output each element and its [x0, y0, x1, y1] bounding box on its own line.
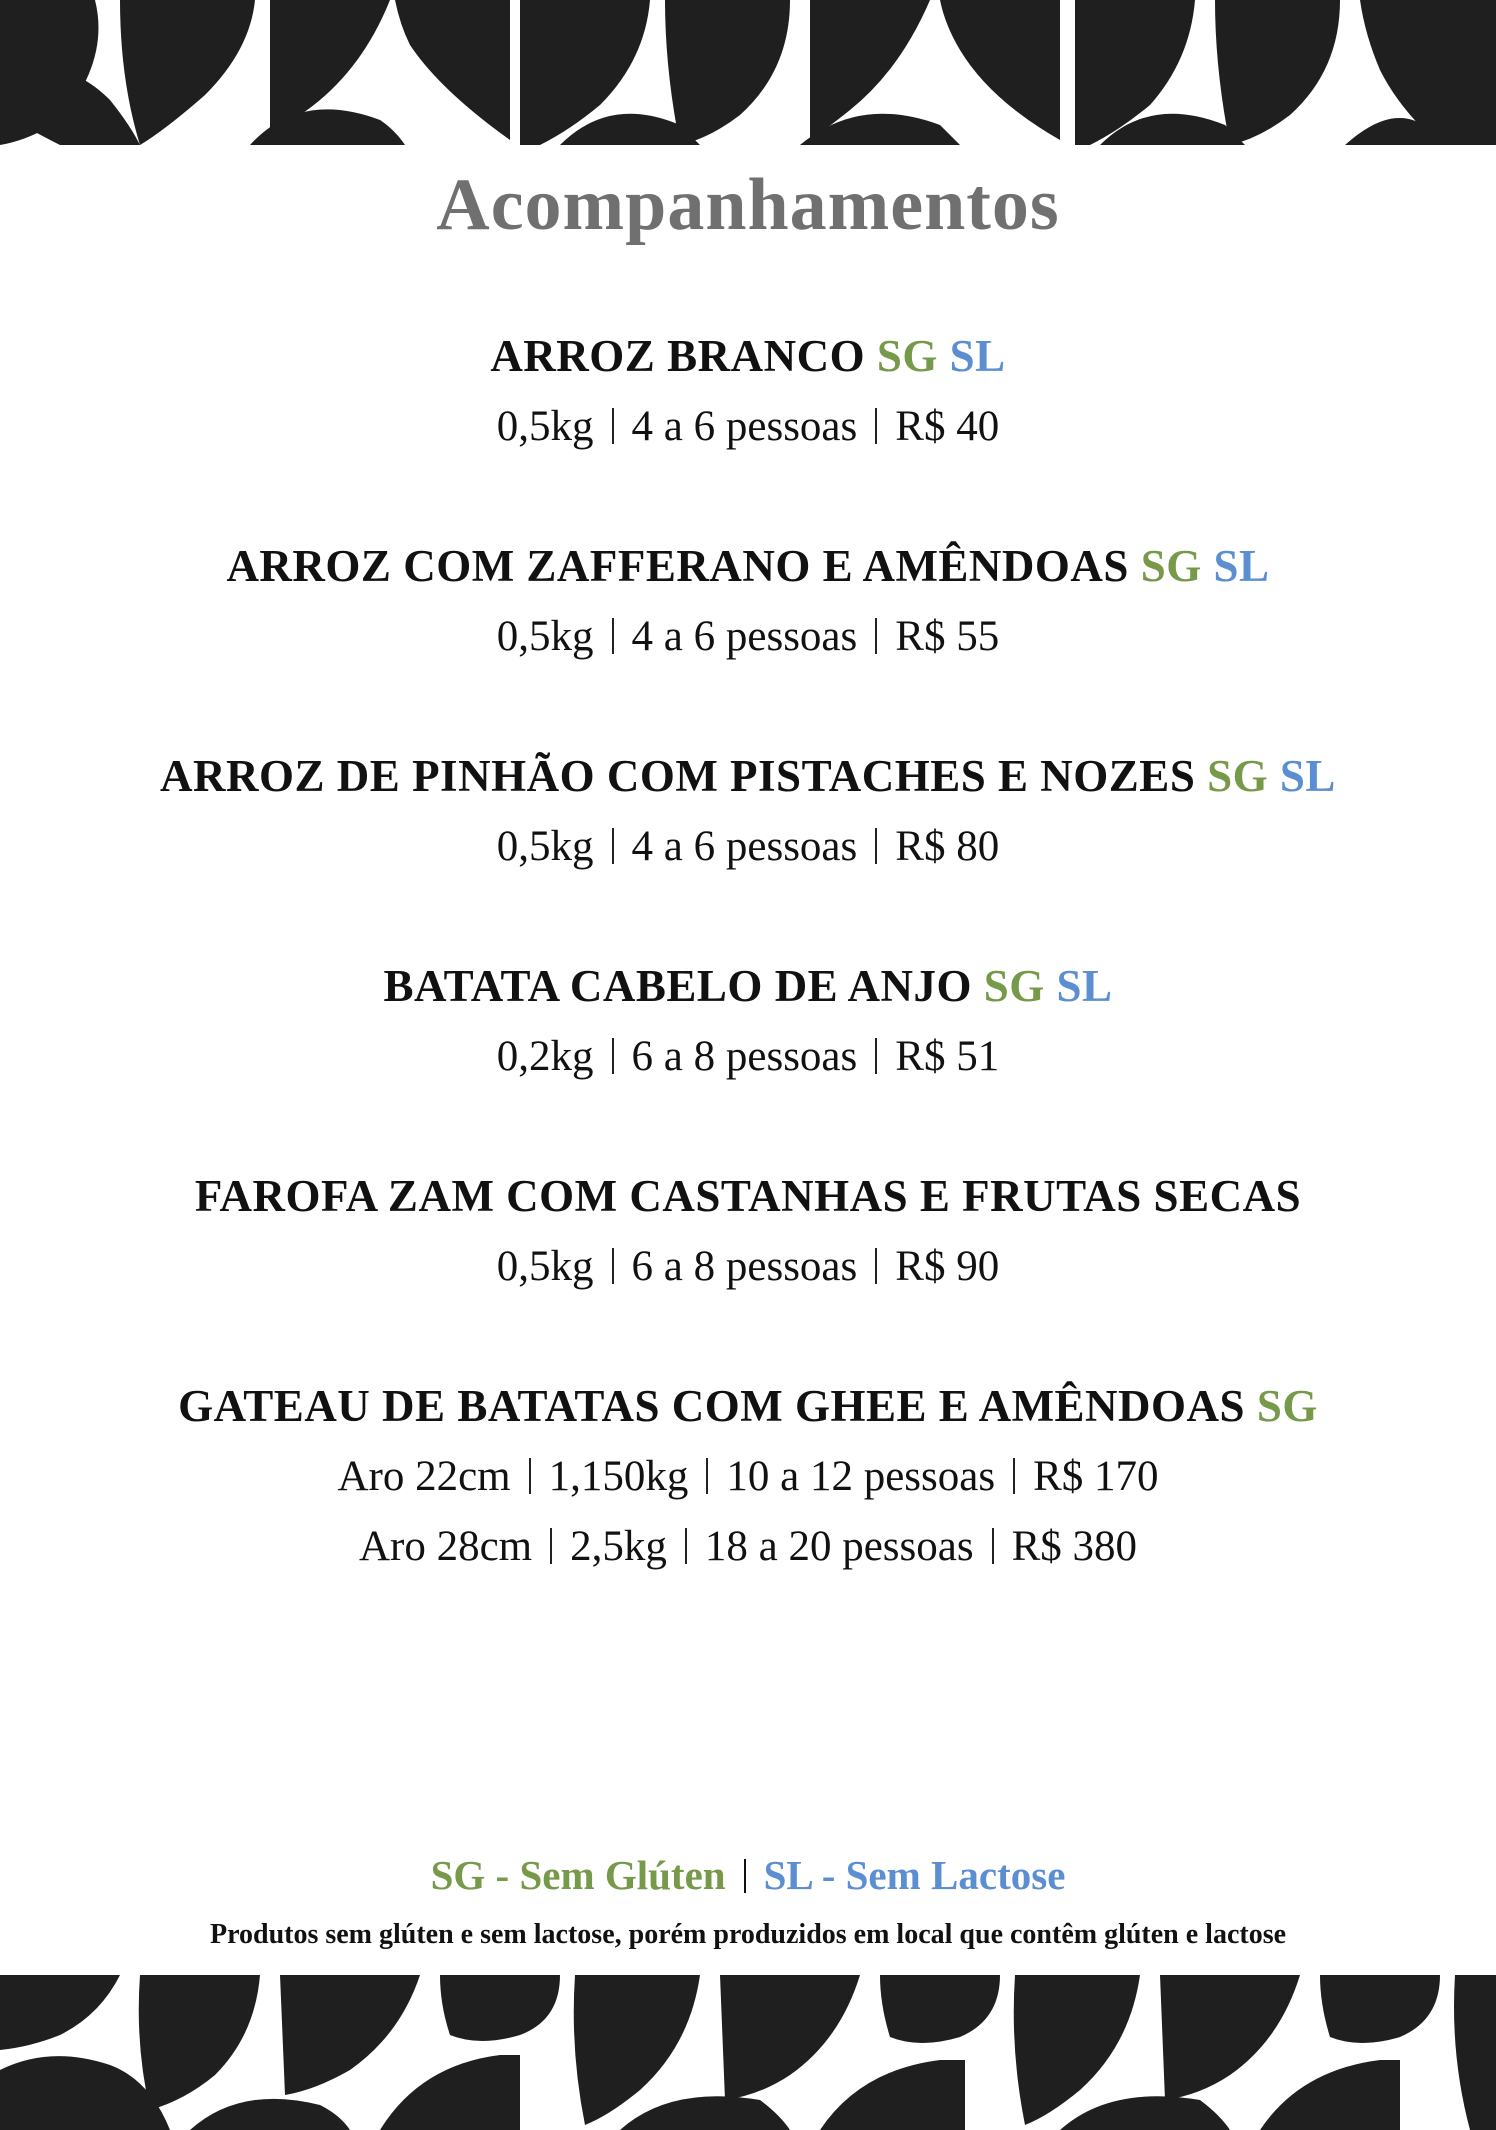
menu-item-detail	[0, 1232, 1496, 1302]
detail-value: 10 a 12 pessoas	[726, 1453, 996, 1500]
detail-value: 2,5kg	[570, 1523, 667, 1570]
detail-value: R$ 51	[895, 1033, 1000, 1080]
detail-value: 6 a 8 pessoas	[631, 1243, 858, 1290]
detail-value: 0,2kg	[496, 1033, 594, 1080]
detail-value: R$ 80	[895, 823, 1000, 870]
detail-separator	[1013, 1458, 1015, 1494]
detail-separator	[550, 1528, 552, 1564]
menu-item-detail	[0, 392, 1496, 462]
page-title: Acompanhamentos	[436, 164, 1060, 246]
menu-item-detail	[0, 1512, 1496, 1582]
detail-separator	[992, 1528, 994, 1564]
detail-separator	[612, 1038, 614, 1074]
detail-separator	[685, 1528, 687, 1564]
gluten-free-tag: SG	[983, 961, 1045, 1011]
allergen-disclaimer: Produtos sem glúten e sem lactose, porém produzidos em local que contêm glúten e lactose	[209, 1919, 1287, 1950]
menu-item	[0, 530, 1496, 672]
detail-separator	[612, 618, 614, 654]
leaf-pattern-bottom	[0, 1975, 1496, 2130]
detail-value: 0,5kg	[496, 613, 594, 660]
detail-value: R$ 55	[895, 613, 1000, 660]
legend-sg: SG - Sem Glúten	[430, 1852, 726, 1898]
leaf-pattern-top	[0, 0, 1496, 145]
detail-value: 0,5kg	[496, 823, 594, 870]
menu-item	[0, 1160, 1496, 1302]
detail-value: R$ 380	[1011, 1523, 1138, 1570]
detail-value: 4 a 6 pessoas	[631, 613, 858, 660]
lactose-free-tag: SL	[1279, 751, 1336, 801]
menu-item	[0, 1370, 1496, 1582]
menu-item	[0, 740, 1496, 882]
dietary-legend	[0, 1845, 1496, 1905]
detail-separator	[706, 1458, 708, 1494]
menu-item-title: ARROZ COM ZAFFERANO E AMÊNDOAS	[226, 541, 1129, 591]
legend-separator	[744, 1859, 746, 1893]
detail-value: R$ 90	[895, 1243, 1000, 1290]
detail-separator	[875, 1248, 877, 1284]
menu-item-detail	[0, 1022, 1496, 1092]
decorative-leaf-band-top	[0, 0, 1496, 145]
detail-value: 0,5kg	[496, 403, 594, 450]
gluten-free-tag: SG	[1207, 751, 1269, 801]
menu-items-list	[0, 320, 1496, 1650]
menu-item-detail	[0, 812, 1496, 882]
detail-value: 1,150kg	[548, 1453, 689, 1500]
lactose-free-tag: SL	[949, 331, 1006, 381]
detail-value: Aro 22cm	[337, 1453, 511, 1500]
menu-item-title: BATATA CABELO DE ANJO	[383, 961, 972, 1011]
detail-separator	[875, 828, 877, 864]
detail-value: 18 a 20 pessoas	[704, 1523, 974, 1570]
menu-item	[0, 950, 1496, 1092]
menu-item-name	[0, 530, 1496, 602]
gluten-free-tag: SG	[1140, 541, 1202, 591]
detail-value: 6 a 8 pessoas	[631, 1033, 858, 1080]
menu-item-name	[0, 740, 1496, 812]
menu-item-detail	[0, 1442, 1496, 1512]
menu-item-name	[0, 950, 1496, 1022]
detail-separator	[529, 1458, 531, 1494]
menu-item-detail	[0, 602, 1496, 672]
decorative-leaf-band-bottom	[0, 1975, 1496, 2130]
menu-item-name	[0, 1370, 1496, 1442]
detail-value: 0,5kg	[496, 1243, 594, 1290]
detail-separator	[612, 828, 614, 864]
detail-separator	[875, 408, 877, 444]
menu-item-name	[0, 1160, 1496, 1232]
detail-value: 4 a 6 pessoas	[631, 823, 858, 870]
gluten-free-tag: SG	[1256, 1381, 1318, 1431]
menu-item-title: ARROZ BRANCO	[490, 331, 866, 381]
gluten-free-tag: SG	[876, 331, 938, 381]
lactose-free-tag: SL	[1213, 541, 1270, 591]
detail-separator	[875, 1038, 877, 1074]
detail-separator	[875, 618, 877, 654]
menu-item-title: ARROZ DE PINHÃO COM PISTACHES E NOZES	[160, 751, 1196, 801]
detail-separator	[612, 1248, 614, 1284]
detail-value: 4 a 6 pessoas	[631, 403, 858, 450]
detail-value: R$ 40	[895, 403, 1000, 450]
detail-value: Aro 28cm	[358, 1523, 533, 1570]
menu-item-title: FAROFA ZAM COM CASTANHAS E FRUTAS SECAS	[194, 1171, 1302, 1221]
legend-sl: SL - Sem Lactose	[763, 1852, 1066, 1898]
lactose-free-tag: SL	[1056, 961, 1113, 1011]
menu-item	[0, 320, 1496, 462]
detail-value: R$ 170	[1033, 1453, 1159, 1500]
detail-separator	[612, 408, 614, 444]
menu-item-title: GATEAU DE BATATAS COM GHEE E AMÊNDOAS	[178, 1381, 1246, 1431]
menu-item-name	[0, 320, 1496, 392]
